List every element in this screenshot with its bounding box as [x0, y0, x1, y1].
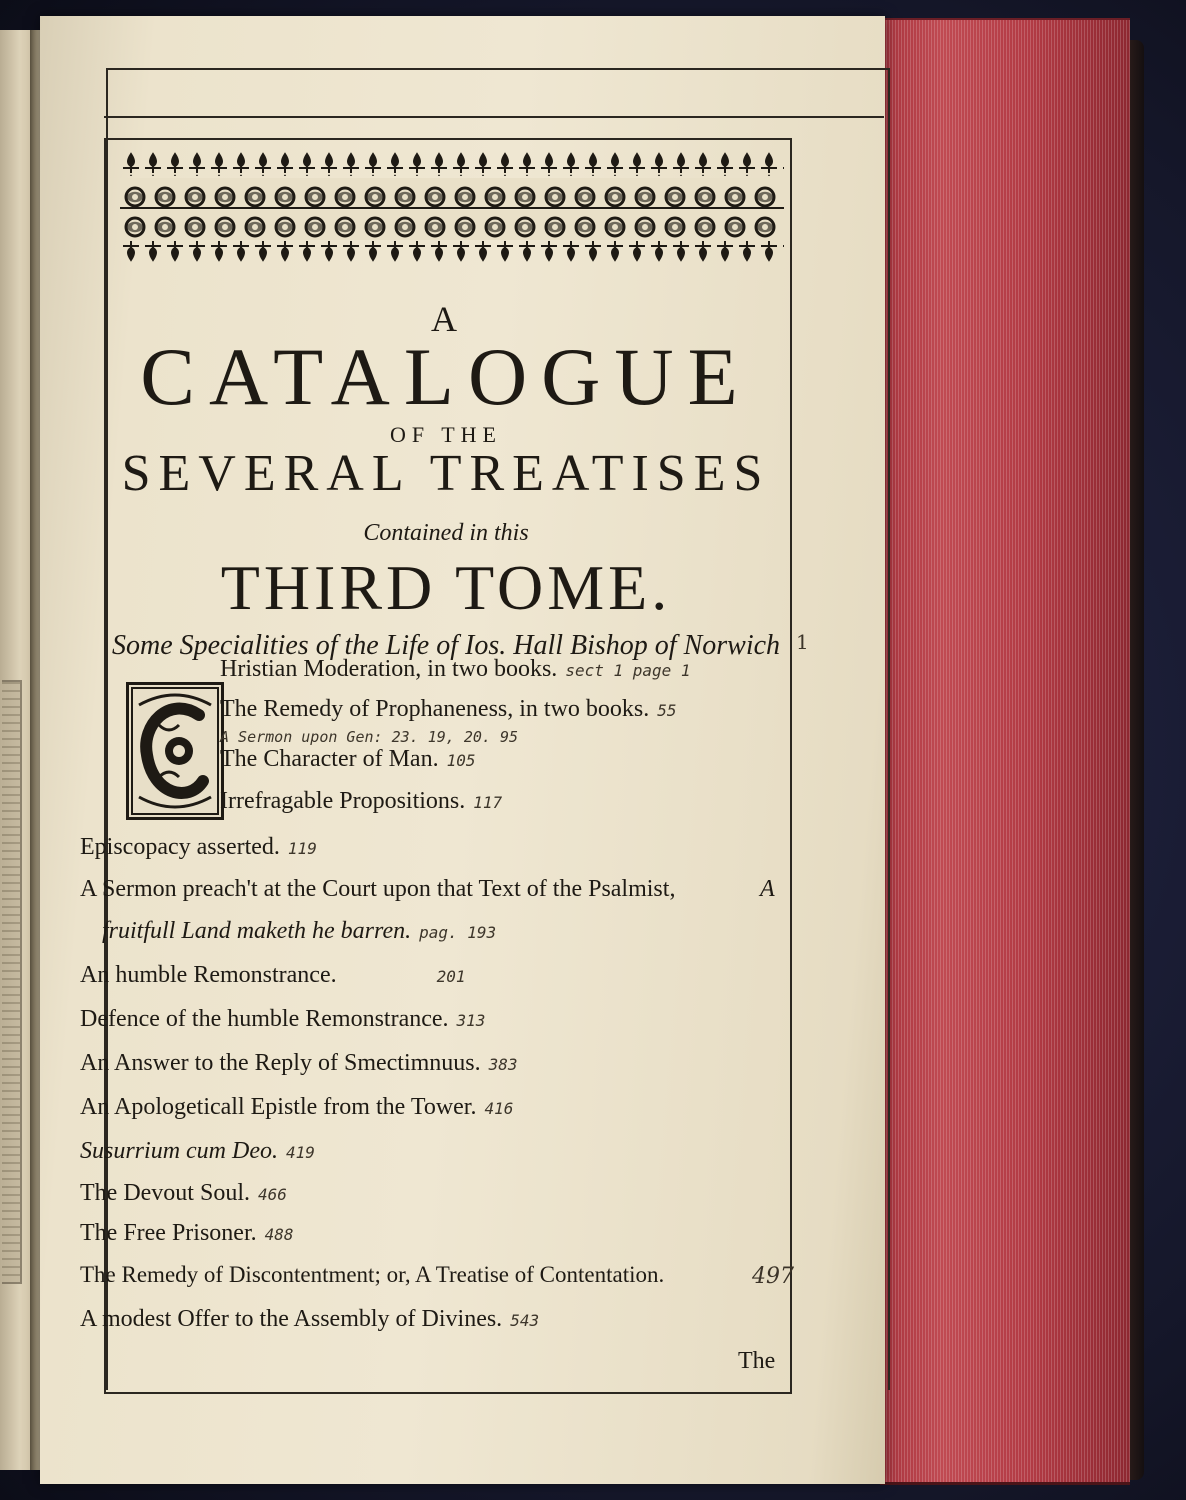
entry-handwritten-sermon-note: A Sermon upon Gen: 23. 19, 20. 95	[220, 728, 519, 746]
entry-remedy-prophaneness: The Remedy of Prophaneness, in two books. 55	[220, 696, 677, 722]
entry-remedy-discontentment: The Remedy of Discontentment; or, A Treatise of Contentation.	[80, 1262, 665, 1287]
entry-answer-smectimnuus: An Answer to the Reply of Smectimnuus. 383	[80, 1050, 518, 1076]
entry-christian-moderation: Hristian Moderation, in two books. sect 1 page 1	[220, 656, 691, 682]
printed-page	[40, 16, 885, 1484]
headpiece-ornament	[120, 152, 784, 262]
entry-sermon-at-court: A Sermon preach't at the Court upon that Text of the Psalmist,	[80, 876, 676, 902]
catchword: The	[738, 1348, 776, 1374]
entry-irrefragable-propositions: Irrefragable Propositions. 117	[220, 788, 503, 814]
entry-apologeticall-epistle: An Apologeticall Epistle from the Tower. 416	[80, 1094, 514, 1120]
red-page-edges	[880, 18, 1130, 1485]
margin-page-number: 1	[796, 630, 809, 654]
entry-susurrium-cum-deo: Susurrium cum Deo. 419	[80, 1138, 315, 1164]
entry-sermon-continuation-a: A	[760, 876, 775, 902]
margin-page-number-497: 497	[752, 1264, 794, 1289]
entry-episcopacy-asserted: Episcopacy asserted. 119	[80, 834, 317, 860]
handwritten-specialities-heading: Some Specialities of the Life of Ios. Hall Bishop of Norwich	[111, 630, 781, 661]
entry-devout-soul: The Devout Soul. 466	[80, 1180, 287, 1206]
entry-humble-remonstrance: An humble Remonstrance. 201	[80, 962, 466, 988]
title-article: A	[431, 299, 461, 339]
title-several-treatises: SEVERAL TREATISES	[121, 445, 771, 502]
left-page-border-ornament	[2, 680, 22, 1284]
title-of-the: OF THE	[390, 422, 502, 447]
decorated-initial-c	[126, 682, 224, 820]
entry-fruitfull-land: fruitfull Land maketh he barren. pag. 193	[102, 918, 497, 944]
book-cover-edge	[1128, 40, 1144, 1480]
title-contained: Contained in this	[363, 520, 529, 546]
entry-modest-offer: A modest Offer to the Assembly of Divines. 543	[80, 1306, 540, 1332]
title-third-tome: THIRD TOME.	[220, 552, 672, 623]
entry-character-of-man: The Character of Man. 105	[220, 746, 476, 772]
entry-defence-remonstrance: Defence of the humble Remonstrance. 313	[80, 1006, 486, 1032]
title-catalogue: CATALOGUE	[140, 331, 752, 422]
entry-free-prisoner: The Free Prisoner. 488	[80, 1220, 294, 1246]
